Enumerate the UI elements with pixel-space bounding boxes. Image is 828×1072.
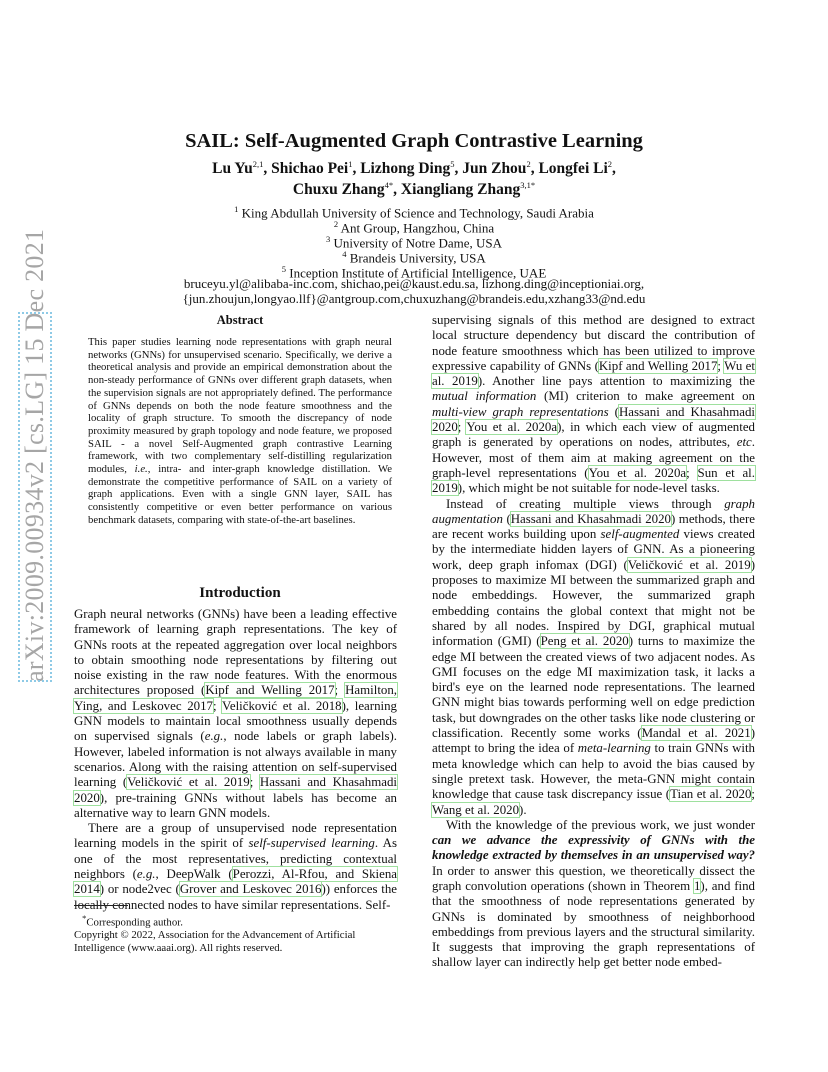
footnote: [74, 912, 399, 955]
italic-text: meta-learning: [577, 741, 651, 756]
italic-text: e.g.: [136, 867, 156, 882]
affiliation-5: $^5$ Inception Institute of Artificial Intelligence, UAE: [281, 264, 547, 281]
affiliation-4: $^4$ Brandeis University, USA: [342, 249, 486, 266]
author-emails-2: {jun.zhoujun,longyao.llf}@antgroup.com,chuxuzhang@brandeis.edu,xzhang33@nd.edu: [182, 291, 646, 306]
citation-link[interactable]: You et al. 2020a: [588, 465, 687, 480]
citation-link[interactable]: Hassani and Khasahmadi 2020: [510, 511, 671, 526]
abstract-body: This paper studies learning node representations with graph neural networks (GNNs) for unsupervised scenario. Specifically, we derive a theoretical analysis and provide an empirical demonstration about the non-steady performance of GNNs over different graph datasets, when the supervision signals are not appropriately defined. The performance of GNNs depends on both the node feature smoothness and the locality of graph structure. To smooth the discrepancy of node proximity measured by graph topology and node feature, we proposed SAIL - a novel Self-Augmented graph contrastive Learning framework, with two complementary self-distilling regularization modules, i.e., intra- and inter-graph knowledge distillation. We demonstrate the competitive performance of SAIL on a variety of graph applications. Even with a single GNN layer, SAIL has consistently competitive or even better performance on various benchmark datasets, comparing with state-of-the-art baselines.: [88, 336, 392, 526]
arxiv-watermark: arXiv:2009.00934v2 [cs.LG] 15 Dec 2021: [18, 312, 52, 682]
footnote-rule: [74, 905, 128, 906]
italic-text: e.g.: [204, 729, 224, 744]
affiliation-3: $^3$ University of Notre Dame, USA: [325, 234, 503, 251]
body-column-right: [432, 313, 755, 971]
citation-link[interactable]: Veličković et al. 2019: [627, 557, 751, 572]
citation-link[interactable]: Hamilton, Ying, and Leskovec 2017: [74, 683, 398, 713]
citation-link[interactable]: You et al. 2020a: [466, 420, 558, 435]
italic-text: self-augmented: [600, 527, 680, 542]
citation-link[interactable]: Sun et al. 2019: [432, 465, 755, 496]
citation-link[interactable]: Peng et al. 2020: [540, 634, 629, 649]
citation-link[interactable]: Tian et al. 2020: [670, 787, 752, 802]
citation-link[interactable]: Kipf and Welling 2017: [598, 358, 718, 373]
paragraph: There are a group of unsupervised node representation learning models in the spirit of self-supervised learning. As one of the most representatives, predicting contextual neighbors (e.g., DeepWalk (Perozzi, Al-Rfou, and Skiena 2014) or node2vec (Grover and Leskovec 2016)) enforces the locally connected nodes to have similar representations. Self-: [74, 821, 397, 912]
citation-link[interactable]: Hassani and Khasahmadi 2020: [74, 775, 398, 805]
authors-line-2: Chuxu Zhang$^{4*}$, Xiangliang Zhang$^{3,1*}$: [292, 180, 536, 199]
citation-link[interactable]: Perozzi, Al-Rfou, and Skiena 2014: [74, 867, 397, 897]
citation-link[interactable]: Kipf and Welling 2017: [205, 683, 335, 698]
paragraph: Instead of creating multiple views through graph augmentation (Hassani and Khasahmadi 2020) methods, there are recent works building upon self-augmented views created by the intermediate hidden layers of GNN. As a pioneering work, deep graph infomax (DGI) (Veličković et al. 2019) proposes to maximize MI between the summarized graph and node embeddings. However, the summarized graph embedding contains the global context that might not be shared by all nodes. Inspired by DGI, graphical mutual information (GMI) (Peng et al. 2020) turns to maximize the edge MI between the created views of two adjacent nodes. As GMI focuses on the edge MI maximization task, it lacks a bird's eye on the learned node representations. The learned GNN might bias towards performing well on edge prediction task, but downgrades on the other tasks like node clustering or classification. Recently some works (Mandal et al. 2021) attempt to bring the idea of meta-learning to train GNNs with meta knowledge which can help to avoid the bias caused by single pretext task. However, the meta-GNN might contain knowledge that cause task discrepancy issue (Tian et al. 2020; Wang et al. 2020).: [432, 496, 756, 817]
abstract-heading: Abstract: [216, 313, 264, 327]
italic-text: mutual information: [432, 389, 537, 404]
citation-link[interactable]: Veličković et al. 2018: [221, 698, 342, 713]
citation-link[interactable]: Grover and Leskovec 2016: [179, 882, 322, 897]
paragraph: Graph neural networks (GNNs) have been a leading effective framework of learning graph representations. The key of GNNs roots at the repeated aggregation over local neighbors to obtain smoothing node representations by filtering out noise existing in the raw node features. With the enormous architectures proposed (Kipf and Welling 2017; Hamilton, Ying, and Leskovec 2017; Veličković et al. 2018), learning GNN models to maintain local smoothness usually depends on supervised signals (e.g., node labels or graph labels). However, labeled information is not always available in many scenarios. Along with the raising attention on self-supervised learning (Veličković et al. 2019; Hassani and Khasahmadi 2020), pre-training GNNs without labels has become an alternative way to learn GNN models.: [74, 607, 398, 820]
citation-link[interactable]: 1: [693, 878, 701, 893]
italic-text: self-supervised learning: [248, 836, 375, 851]
emphasis-question: can we advance the expressivity of GNNs with the knowledge extracted by themselves in an unsupervised way?: [432, 833, 755, 863]
paper-title: SAIL: Self-Augmented Graph Contrastive Learning: [185, 130, 643, 152]
citation-link[interactable]: Mandal et al. 2021: [641, 726, 751, 741]
footnote-corresponding: *Corresponding author.: [82, 913, 183, 929]
citation-link[interactable]: Veličković et al. 2019: [127, 775, 250, 790]
citation-link[interactable]: Hassani and Khasahmadi 2020: [432, 404, 755, 435]
italic-text: multi-view graph representations: [432, 404, 609, 419]
affiliation-1: $^1$ King Abdullah University of Science and Technology, Saudi Arabia: [234, 204, 594, 221]
italic-text: etc: [736, 435, 752, 450]
body-column-left: [74, 607, 397, 913]
paragraph: With the knowledge of the previous work, we just wonder can we advance the expressivity of GNNs with the knowledge extracted by themselves in an unsupervised way? In order to answer this question, we theoretically dissect the graph convolution operations (shown in Theorem 1), and find that the smoothness of node representations generated by GNNs is dominated by smoothness of neighborhood embeddings from previous layers and the structural similarity. It suggests that improving the graph representations of shallow layer can indirectly help get better node embed-: [432, 817, 755, 970]
author-emails-1: bruceyu.yl@alibaba-inc.com, shichao,pei@kaust.edu.sa, lizhong.ding@inceptioniai.org,: [183, 276, 645, 291]
copyright-notice: Copyright © 2022, Association for the Advancement of Artificial Intelligence (www.aaai.org). All rights reserved.: [74, 929, 356, 955]
introduction-heading: Introduction: [199, 585, 281, 601]
citation-link[interactable]: Wu et al. 2019: [432, 358, 755, 389]
italic-text: graph augmentation: [432, 496, 755, 526]
paragraph: supervising signals of this method are designed to extract local structure dependency but discard the contribution of node feature smoothness which has been utilized to improve expressive capability of GNNs (Kipf and Welling 2017; Wu et al. 2019). Another line pays attention to maximizing the mutual information (MI) criterion to make agreement on multi-view graph representations (Hassani and Khasahmadi 2020; You et al. 2020a), in which each view of augmented graph is generated by operations on nodes, attributes, etc. However, most of them aim at making agreement on the graph-level representations (You et al. 2020a; Sun et al. 2019), which might be not suitable for node-level tasks.: [432, 313, 755, 496]
authors-line-1: Lu Yu$^{2,1}$, Shichao Pei$^1$, Lizhong Ding$^5$, Jun Zhou$^2$, Longfei Li$^2$,: [212, 159, 616, 178]
citation-link[interactable]: Wang et al. 2020: [432, 802, 520, 817]
affiliation-2: $^2$ Ant Group, Hangzhou, China: [333, 219, 495, 236]
